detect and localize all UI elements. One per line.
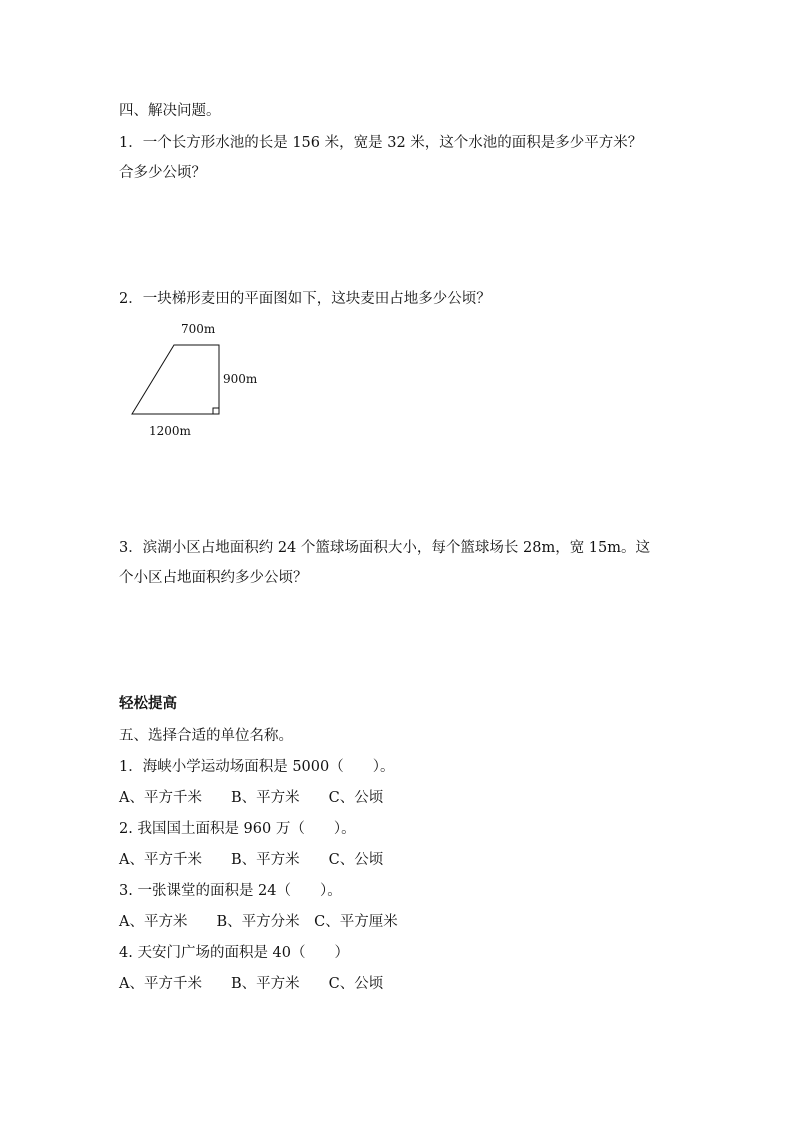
height-label: 900m [223,372,258,386]
q4-3-text-line2: 个小区占地面积约多少公顷？ [119,570,308,586]
q4-1-text-line2: 合多少公顷？ [119,165,206,181]
q5-4-text: 4. 天安门广场的面积是 40（ ） [119,945,350,961]
top-base-label: 700m [181,322,216,336]
q5-2-options: A、平方千米 B、平方米 C、公顷 [119,852,384,868]
section4-heading: 四、解决问题。 [119,103,221,119]
bottom-base-label: 1200m [149,424,191,438]
section5-heading: 五、选择合适的单位名称。 [119,728,293,744]
q5-1-text: 1．海峡小学运动场面积是 5000（ ）。 [119,759,395,775]
trapezoid-field-diagram [120,316,280,444]
q4-1-text-line1: 1．一个长方形水池的长是 156 米，宽是 32 米，这个水池的面积是多少平方米？ [119,135,643,151]
q5-1-options: A、平方千米 B、平方米 C、公顷 [119,790,384,806]
q5-3-options: A、平方米 B、平方分米 C、平方厘米 [119,914,398,930]
q5-4-options: A、平方千米 B、平方米 C、公顷 [119,976,384,992]
q4-2-text: 2．一块梯形麦田的平面图如下，这块麦田占地多少公顷？ [119,291,491,307]
right-angle-mark [213,408,219,414]
q4-3-text-line1: 3．滨湖小区占地面积约 24 个篮球场面积大小，每个篮球场长 28m，宽 15m。这 [119,540,651,556]
extra-heading: 轻松提高 [119,695,177,712]
q5-2-text: 2. 我国国土面积是 960 万（ ）。 [119,821,356,837]
q5-3-text: 3. 一张课堂的面积是 24（ ）。 [119,883,342,899]
trapezoid-shape [132,345,219,414]
